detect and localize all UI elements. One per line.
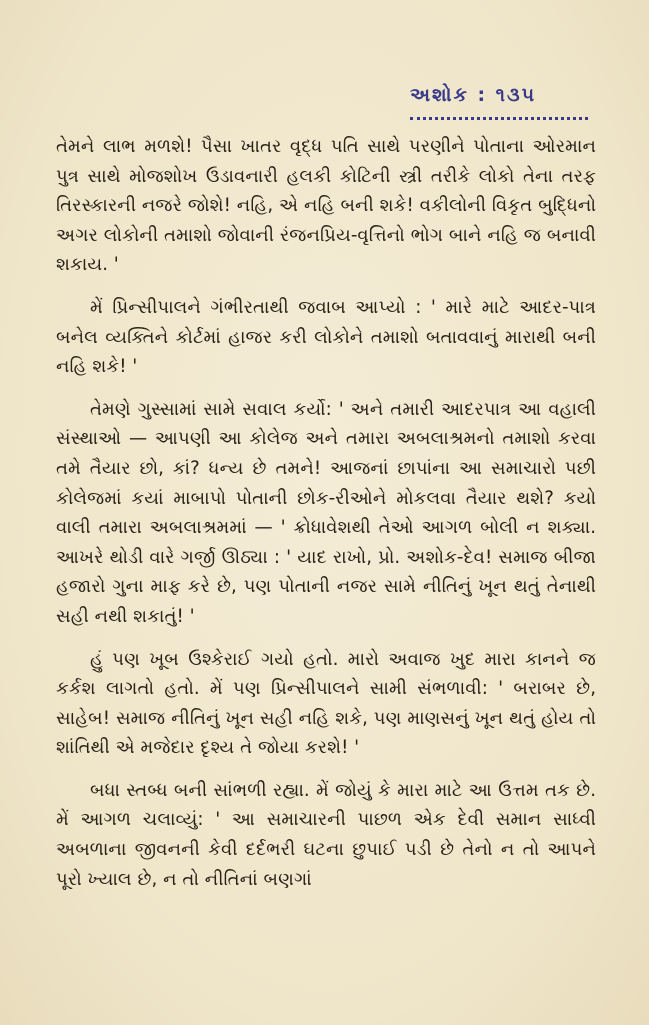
running-head: અશોક : ૧૩૫ — [410, 84, 537, 106]
paragraph-3: તેમણે ગુસ્સામાં સામે સવાલ કર્યો: ' અને તમારી આદરપાત્ર આ વહાલી સંસ્થાઓ — આપણી આ કોલેજ અને તમારા અબલાશ્રમનો તમાશો કરવા તમે તૈયાર છો, કાં? ધન્ય છે તમને! આજનાં છાપાંના આ સમાચારો પછી કોલેજમાં કયાં માબાપો પોતાની છોક-રીઓને મોકલવા તૈયાર થશે? કયો વાલી તમારા અબલાશ્રમમાં — ' ક્રોધાવેશથી તેઓ આગળ બોલી ન શક્યા. આખરે થોડી વારે ગર્જી ઊઠ્યા : ' યાદ રાખો, પ્રો. અશોક-દેવ! સમાજ બીજા હજારો ગુના માફ કરે છે, પણ પોતાની નજર સામે નીતિનું ખૂન થતું તેનાથી સહી નથી શકાતું! ' — [56, 398, 596, 627]
paragraph-1: તેમને લાભ મળશે! પૈસા ખાતર વૃદ્ધ પતિ સાથે પરણીને પોતાના ઓરમાન પુત્ર સાથે મોજશોખ ઉડાવનારી હલકી કોટિની સ્ત્રી તરીકે લોકો તેના તરફ તિરસ્કારની નજરે જોશે! નહિ, એ નહિ બની શકે! વકીલોની વિકૃત બુદ્ધિનો અગર લોકોની તમાશો જોવાની રંજનપ્રિય-વૃત્તિનો ભોગ બાને નહિ જ બનાવી શકાય. ' — [56, 136, 596, 276]
paragraph-2: મેં પ્રિન્સીપાલને ગંભીરતાથી જવાબ આપ્યો : ' મારે માટે આદર-પાત્ર બનેલ વ્યક્તિને કોર્ટમાં હાજર કરી લોકોને તમાશો બતાવવાનું મારાથી બની નહિ શકે! ' — [56, 296, 596, 378]
body-text — [56, 132, 596, 894]
paragraph-5: બધા સ્તબ્ધ બની સાંભળી રહ્યા. મેં જોયું કે મારા માટે આ ઉત્તમ તક છે. મેં આગળ ચલાવ્યું: ' આ સમાચારની પાછળ એક દેવી સમાન સાધ્વી અબળાના જીવનની કેવી દર્દભરી ઘટના છુપાઈ પડી છે તેનો ન તો આપને પૂરો ખ્યાલ છે, ન તો નીતિનાં બણગાં — [56, 779, 596, 890]
running-head-rule — [410, 117, 588, 120]
paragraph-4: હું પણ ખૂબ ઉશ્કેરાઈ ગયો હતો. મારો અવાજ ખુદ મારા કાનને જ કર્કશ લાગતો હતો. મેં પણ પ્રિન્સીપાલને સામી સંભળાવી: ' બરાબર છે, સાહેબ! સમાજ નીતિનું ખૂન સહી નહિ શકે, પણ માણસનું ખૂન થતું હોય તો શાંતિથી એ મજેદાર દૃશ્ય તે જોયા કરશે! ' — [56, 648, 596, 759]
